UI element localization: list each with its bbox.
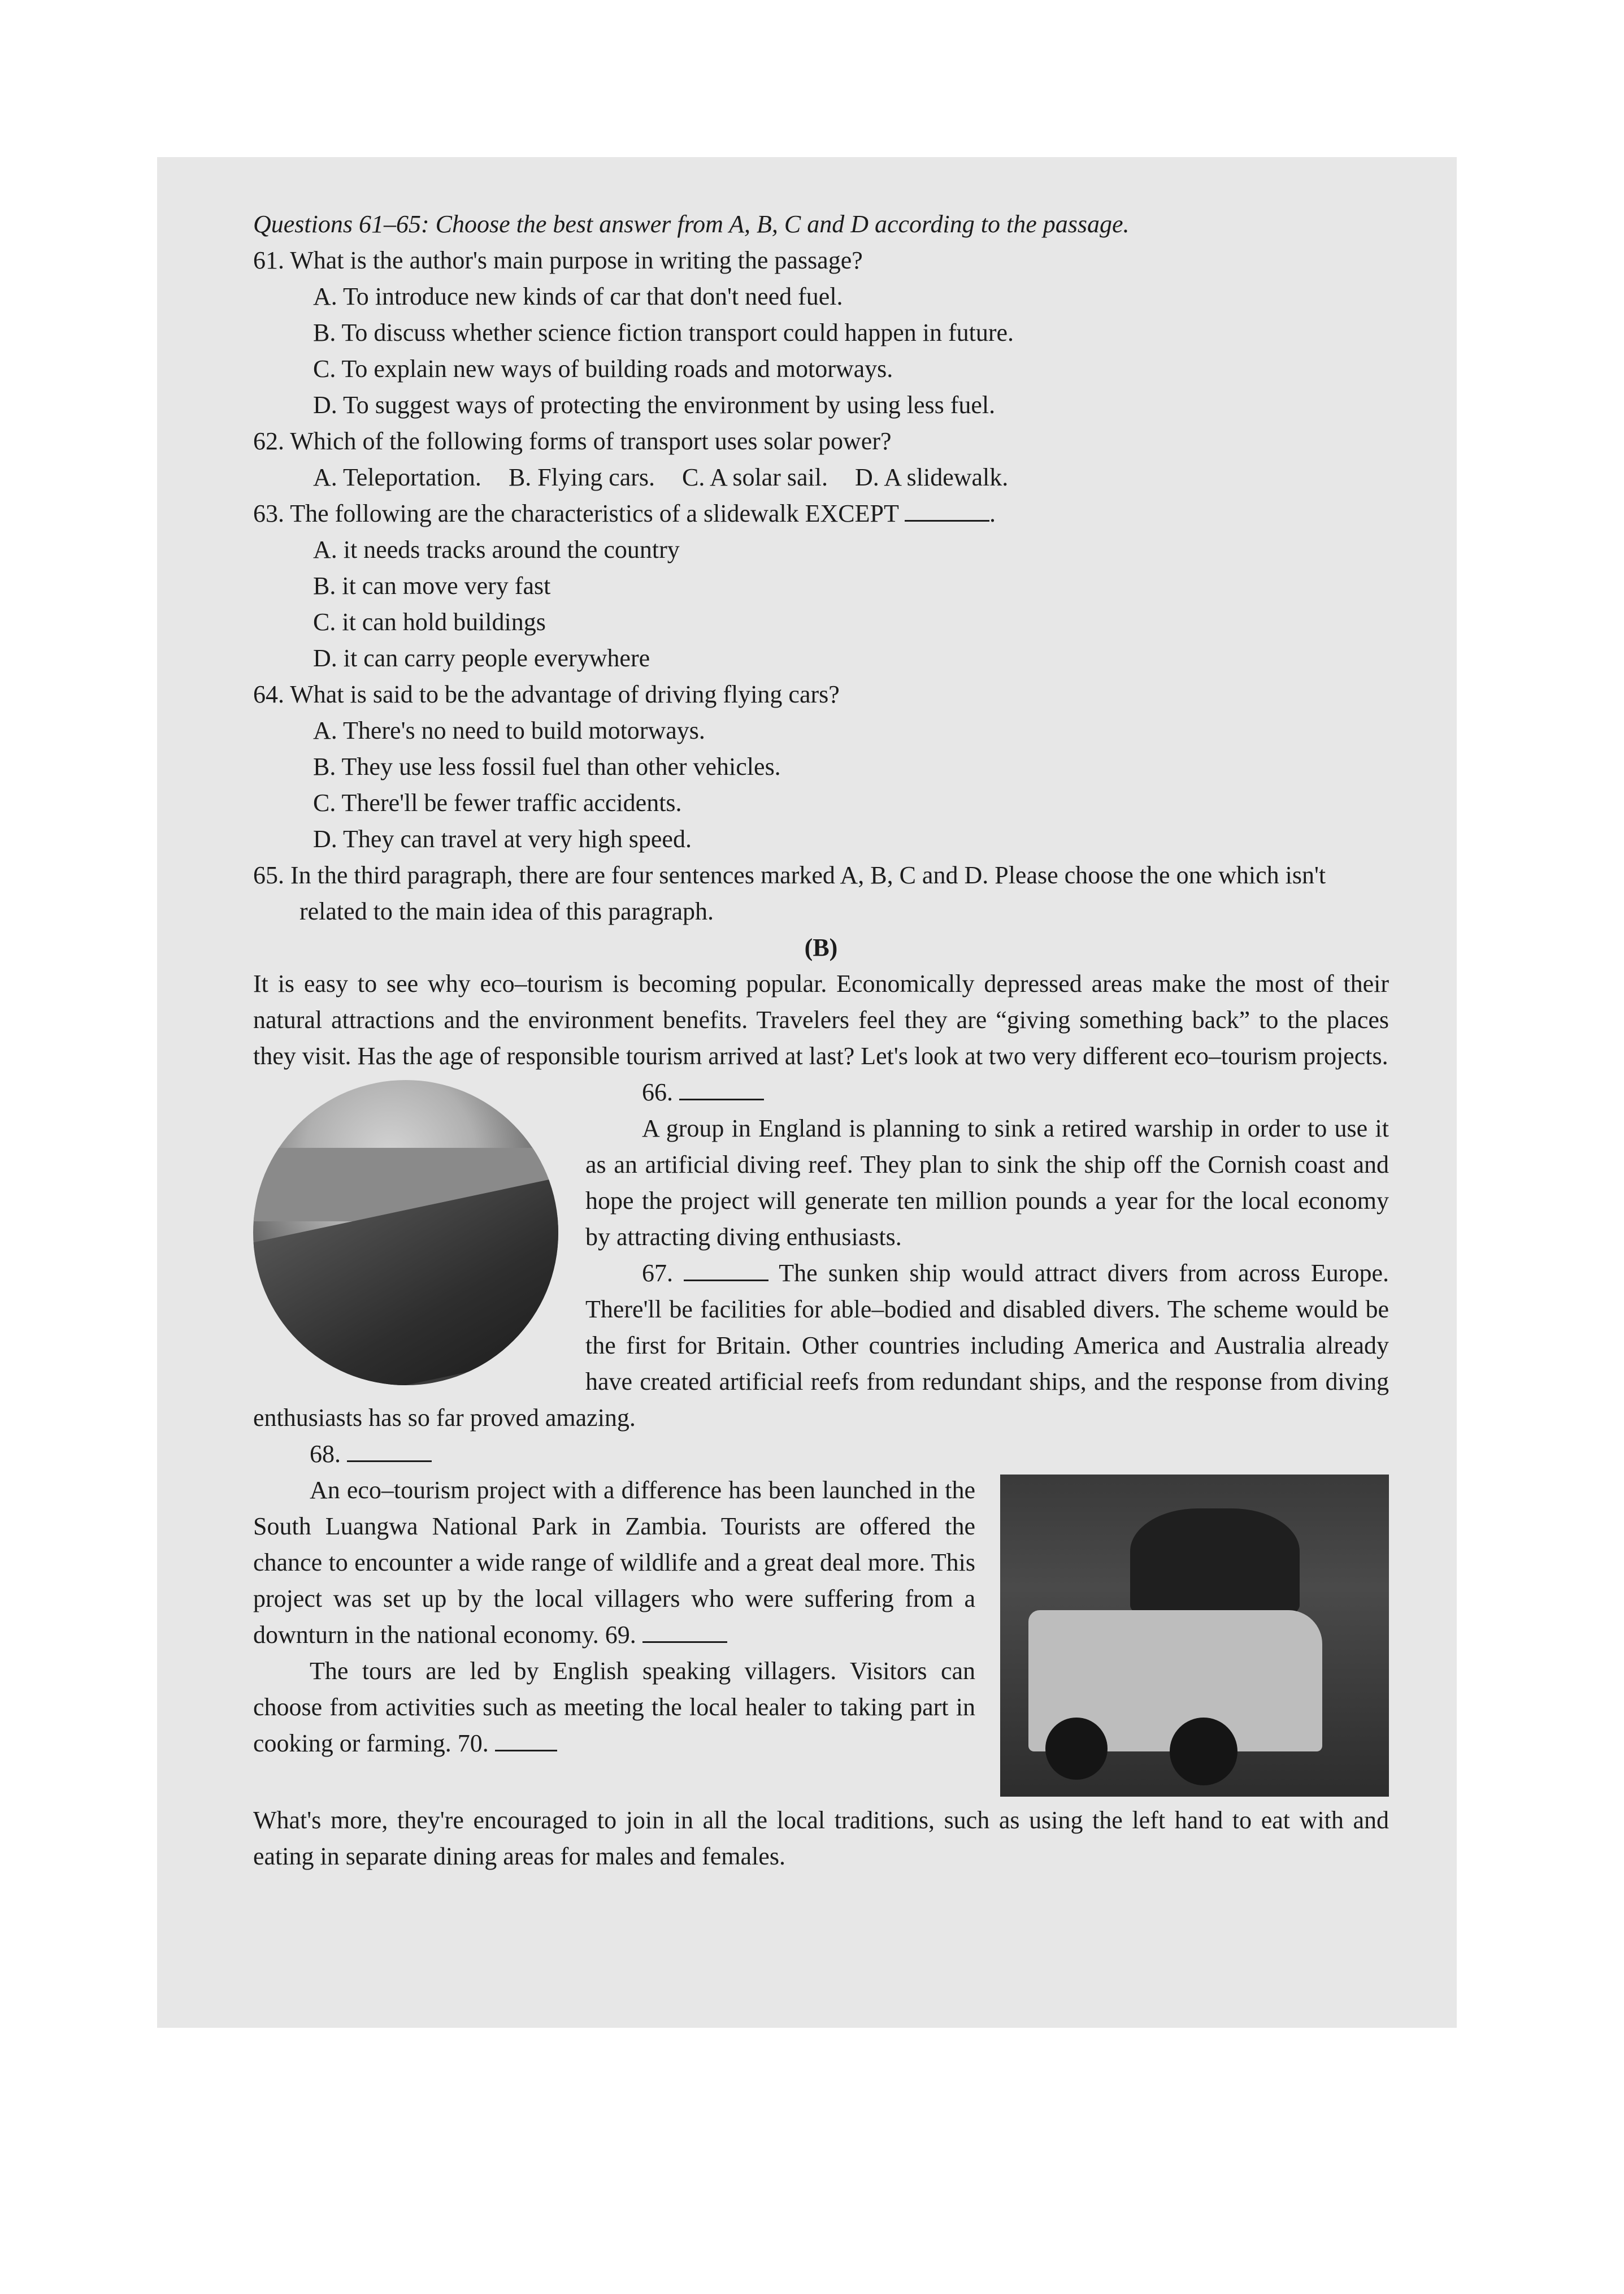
question-63-option-b: B. it can move very fast [313, 572, 551, 600]
safari-jeep-photo [1000, 1475, 1389, 1797]
question-64-option-d: D. They can travel at very high speed. [313, 825, 692, 853]
paragraph-68-text: An eco–tourism project with a difference has been launched in the South Luangwa National Park in Zambia. Tourists are offered the chance to encounter a wide range of wildlife and a great deal more. This project was set up by the local villagers who were suffering from a downturn in the national economy. [253, 1476, 975, 1649]
section-b-intro: It is easy to see why eco–tourism is becoming popular. Economically depressed areas make the most of their natural attractions and the environment benefits. Travelers feel they are “giving something back” to the places they visit. Has the age of responsible tourism arrived at last? Let's look at two very different eco–tourism projects. [253, 970, 1389, 1070]
paragraph-final: What's more, they're encouraged to join in all the local traditions, such as using the left hand to eat with and eating in separate dining areas for males and females. [253, 1806, 1389, 1870]
answer-blank-69 [642, 1619, 727, 1643]
question-63-option-d: D. it can carry people everywhere [313, 644, 650, 672]
answer-blank-68 [347, 1438, 432, 1462]
paragraph-66: A group in England is planning to sink a retired warship in order to use it as an artificial diving reef. They plan to sink the ship off the Cornish coast and hope the project will generate ten million pounds a year for the local economy by attracting diving enthusiasts. [585, 1115, 1389, 1251]
question-63-stem: 63. The following are the characteristics of a slidewalk EXCEPT [253, 500, 899, 527]
question-61-option-c: C. To explain new ways of building roads and motorways. [313, 355, 893, 383]
answer-blank-66 [679, 1076, 764, 1100]
photo-wheel [1170, 1718, 1237, 1785]
photo-wheel [1045, 1718, 1108, 1780]
question-64-option-c: C. There'll be fewer traffic accidents. [313, 789, 682, 817]
question-62-stem: 62. Which of the following forms of transport uses solar power? [253, 427, 892, 455]
instructions: Questions 61–65: Choose the best answer from A, B, C and D according to the passage. [253, 210, 1130, 238]
exam-page [253, 206, 1389, 1875]
question-64-option-b: B. They use less fossil fuel than other vehicles. [313, 753, 781, 780]
question-61-option-d: D. To suggest ways of protecting the environment by using less fuel. [313, 391, 996, 419]
question-62-option-d: D. A slidewalk. [854, 463, 1009, 491]
question-63-option-a: A. it needs tracks around the country [313, 536, 680, 563]
coastline-photo [253, 1080, 558, 1385]
blank-70-number: 70. [457, 1729, 489, 1757]
blank-66-number: 66. [642, 1078, 673, 1106]
answer-blank-70 [495, 1727, 557, 1751]
answer-blank-67 [684, 1257, 768, 1281]
question-62-option-b: B. Flying cars. [508, 463, 655, 491]
question-65-stem: 65. In the third paragraph, there are four sentences marked A, B, C and D. Please choose the one which isn't related to the main idea of this paragraph. [253, 861, 1326, 925]
blank-68-line [253, 1436, 1389, 1472]
paragraph-tours-text: The tours are led by English speaking villagers. Visitors can choose from activities such as meeting the local healer to taking part in cooking or farming. [253, 1657, 975, 1757]
blank-68-number: 68. [310, 1440, 341, 1468]
question-61-option-a: A. To introduce new kinds of car that don't need fuel. [313, 283, 843, 310]
question-62-option-c: C. A solar sail. [682, 463, 828, 491]
question-62-options [313, 459, 1389, 496]
blank-69-number: 69. [605, 1621, 636, 1649]
section-b-title: (B) [804, 934, 838, 961]
question-64-stem: 64. What is said to be the advantage of driving flying cars? [253, 680, 840, 708]
photo-passengers [1130, 1508, 1300, 1616]
question-61-option-b: B. To discuss whether science fiction transport could happen in future. [313, 319, 1014, 346]
answer-blank [905, 497, 989, 522]
question-62-option-a: A. Teleportation. [313, 463, 481, 491]
question-63-option-c: C. it can hold buildings [313, 608, 546, 636]
blank-67-number: 67. [642, 1259, 673, 1287]
paragraph-67-text: The sunken ship would attract divers from across Europe. There'll be facilities for able–bodied and disabled divers. The scheme would be the first for Britain. Other countries including America and Australia already have created artificial reefs from redundant ships, and the response from diving enthusiasts has so far proved amazing. [253, 1259, 1389, 1432]
question-63-stem-line: 63. The following are the characteristics of a slidewalk EXCEPT . [253, 496, 1389, 532]
question-61-stem: 61. What is the author's main purpose in writing the passage? [253, 246, 863, 274]
question-64-option-a: A. There's no need to build motorways. [313, 717, 705, 744]
